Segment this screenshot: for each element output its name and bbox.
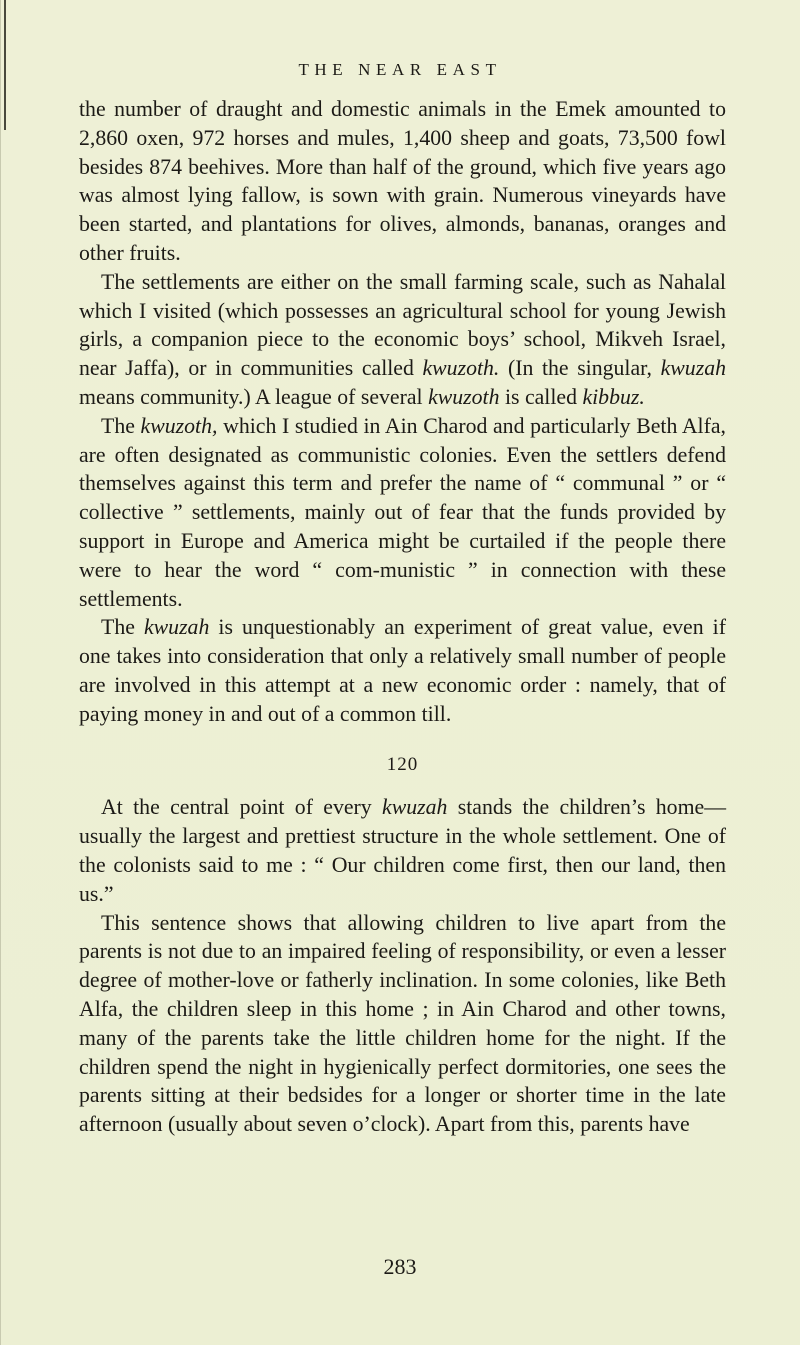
page-edge	[0, 0, 1, 1345]
paragraph: the number of draught and domestic animals in the Emek amounted to 2,860 oxen, 972 horses and mules, 1,400 sheep and goats, 73,500 fowl besides 874 beehives. More than half of the ground, which five years ago was almost lying fallow, is sown with grain. Numerous vineyards have been started, and plantations for olives, almonds, bananas, oranges and other fruits.	[79, 97, 726, 265]
running-head: THE NEAR EAST	[298, 60, 502, 79]
body-text	[79, 95, 726, 1139]
paragraph: This sentence shows that allowing children to live apart from the parents is not due to an impaired feeling of responsibility, or even a lesser degree of mother-love or fatherly inclination. In some colonies, like Beth Alfa, the children sleep in this home ; in Ain Charod and other towns, many of the parents take the little children home for the night. If the children spend the night in hygienically perfect dormitories, one sees the parents sitting at their bedsides for a longer or shorter time in the late afternoon (usually about seven o’clock). Apart from this, parents have	[79, 910, 726, 1137]
paragraph: At the central point of every kwuzah stands the children’s home—usually the largest and prettiest structure in the whole settlement. One of the colonists said to me : “ Our children come first, then our land, then us.”	[79, 795, 726, 906]
section-number: 120	[386, 753, 419, 775]
page-number: 283	[383, 1254, 417, 1279]
paragraph: The kwuzah is unquestionably an experiment of great value, even if one takes into consideration that only a relatively small number of people are involved in this attempt at a new economic order : namely, that of paying money in and out of a common till.	[79, 615, 727, 726]
paragraph: The kwuzoth, which I studied in Ain Charod and particularly Beth Alfa, are often designated as communistic colonies. Even the settlers defend themselves against this term and prefer the name of “ communal ” or “ collective ” settlements, mainly out of fear that the funds provided by support in Europe and America might be curtailed if the people there were to hear the word “ com-munistic ” in connection with these settlements.	[79, 413, 726, 611]
paragraph: The settlements are either on the small farming scale, such as Nahalal which I visited (which possesses an agricultural school for young Jewish girls, a companion piece to the economic boys’ school, Mikveh Israel, near Jaffa), or in communities called kwuzoth. (In the singular, kwuzah means community.) A league of several kwuzoth is called kibbuz.	[79, 269, 726, 409]
